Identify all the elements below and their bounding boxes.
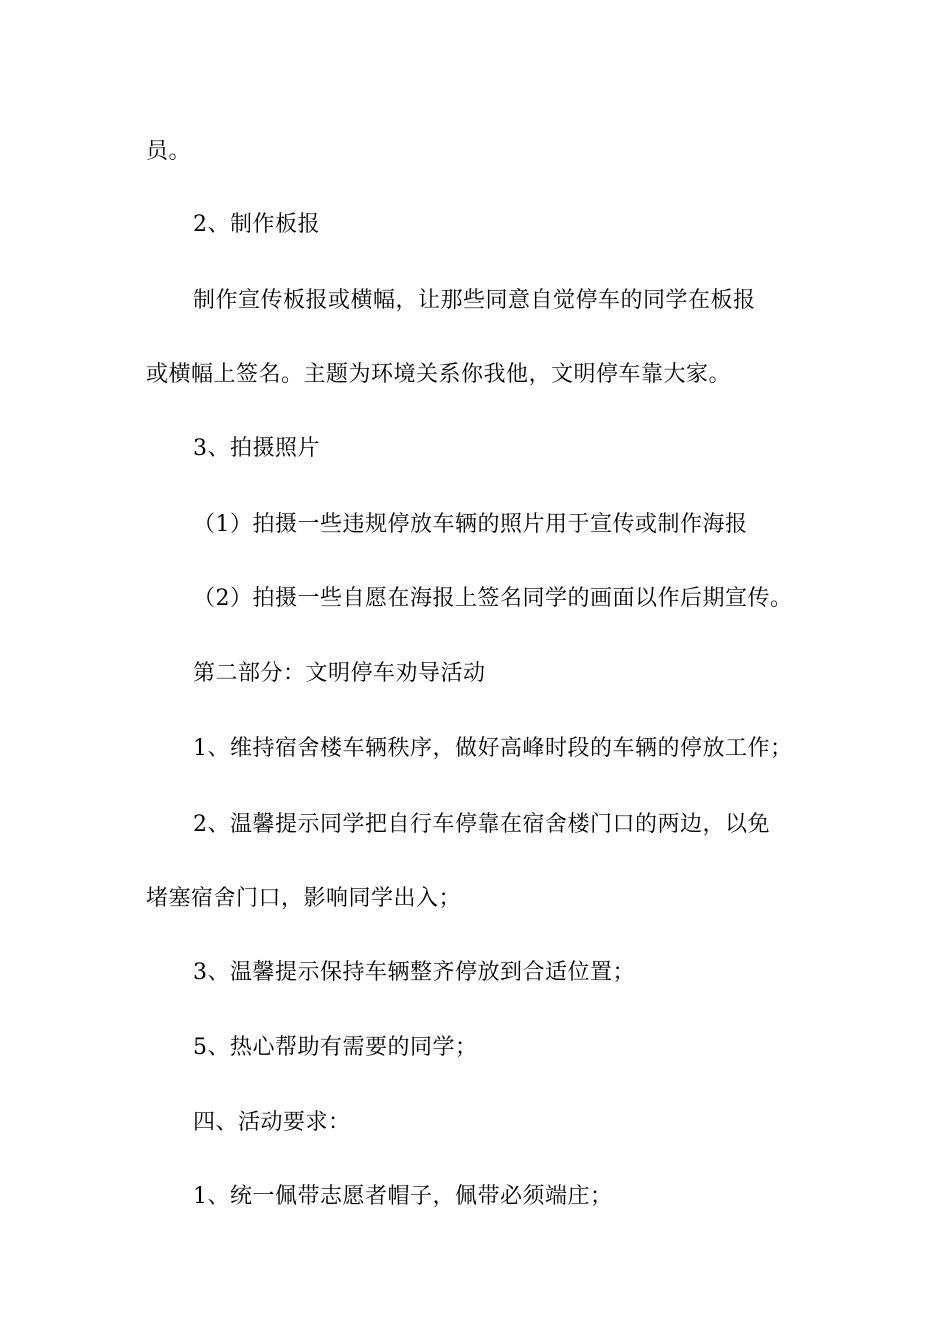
paragraph-line: 制作宣传板报或横幅，让那些同意自觉停车的同学在板报: [193, 288, 756, 313]
section-heading: 3、拍摄照片: [193, 436, 320, 461]
list-item: （1）拍摄一些违规停放车辆的照片用于宣传或制作海报: [193, 512, 748, 537]
section-heading: 第二部分：文明停车劝导活动: [193, 661, 486, 686]
section-heading: 2、制作板报: [193, 212, 320, 237]
list-item: 3、温馨提示保持车辆整齐停放到合适位置；: [193, 960, 635, 985]
list-item: 2、温馨提示同学把自行车停靠在宿舍楼门口的两边，以免: [193, 812, 770, 837]
section-heading: 四、活动要求：: [193, 1110, 351, 1135]
paragraph-line: 员。: [146, 139, 192, 164]
list-item: （2）拍摄一些自愿在海报上签名同学的画面以作后期宣传。: [193, 586, 793, 611]
paragraph-line: 或横幅上签名。主题为环境关系你我他，文明停车靠大家。: [146, 362, 732, 387]
list-item: 5、热心帮助有需要的同学；: [193, 1035, 478, 1060]
paragraph-line: 堵塞宿舍门口，影响同学出入；: [146, 886, 462, 911]
list-item: 1、维持宿舍楼车辆秩序，做好高峰时段的车辆的停放工作；: [193, 736, 793, 761]
list-item: 1、统一佩带志愿者帽子，佩带必须端庄；: [193, 1184, 613, 1209]
